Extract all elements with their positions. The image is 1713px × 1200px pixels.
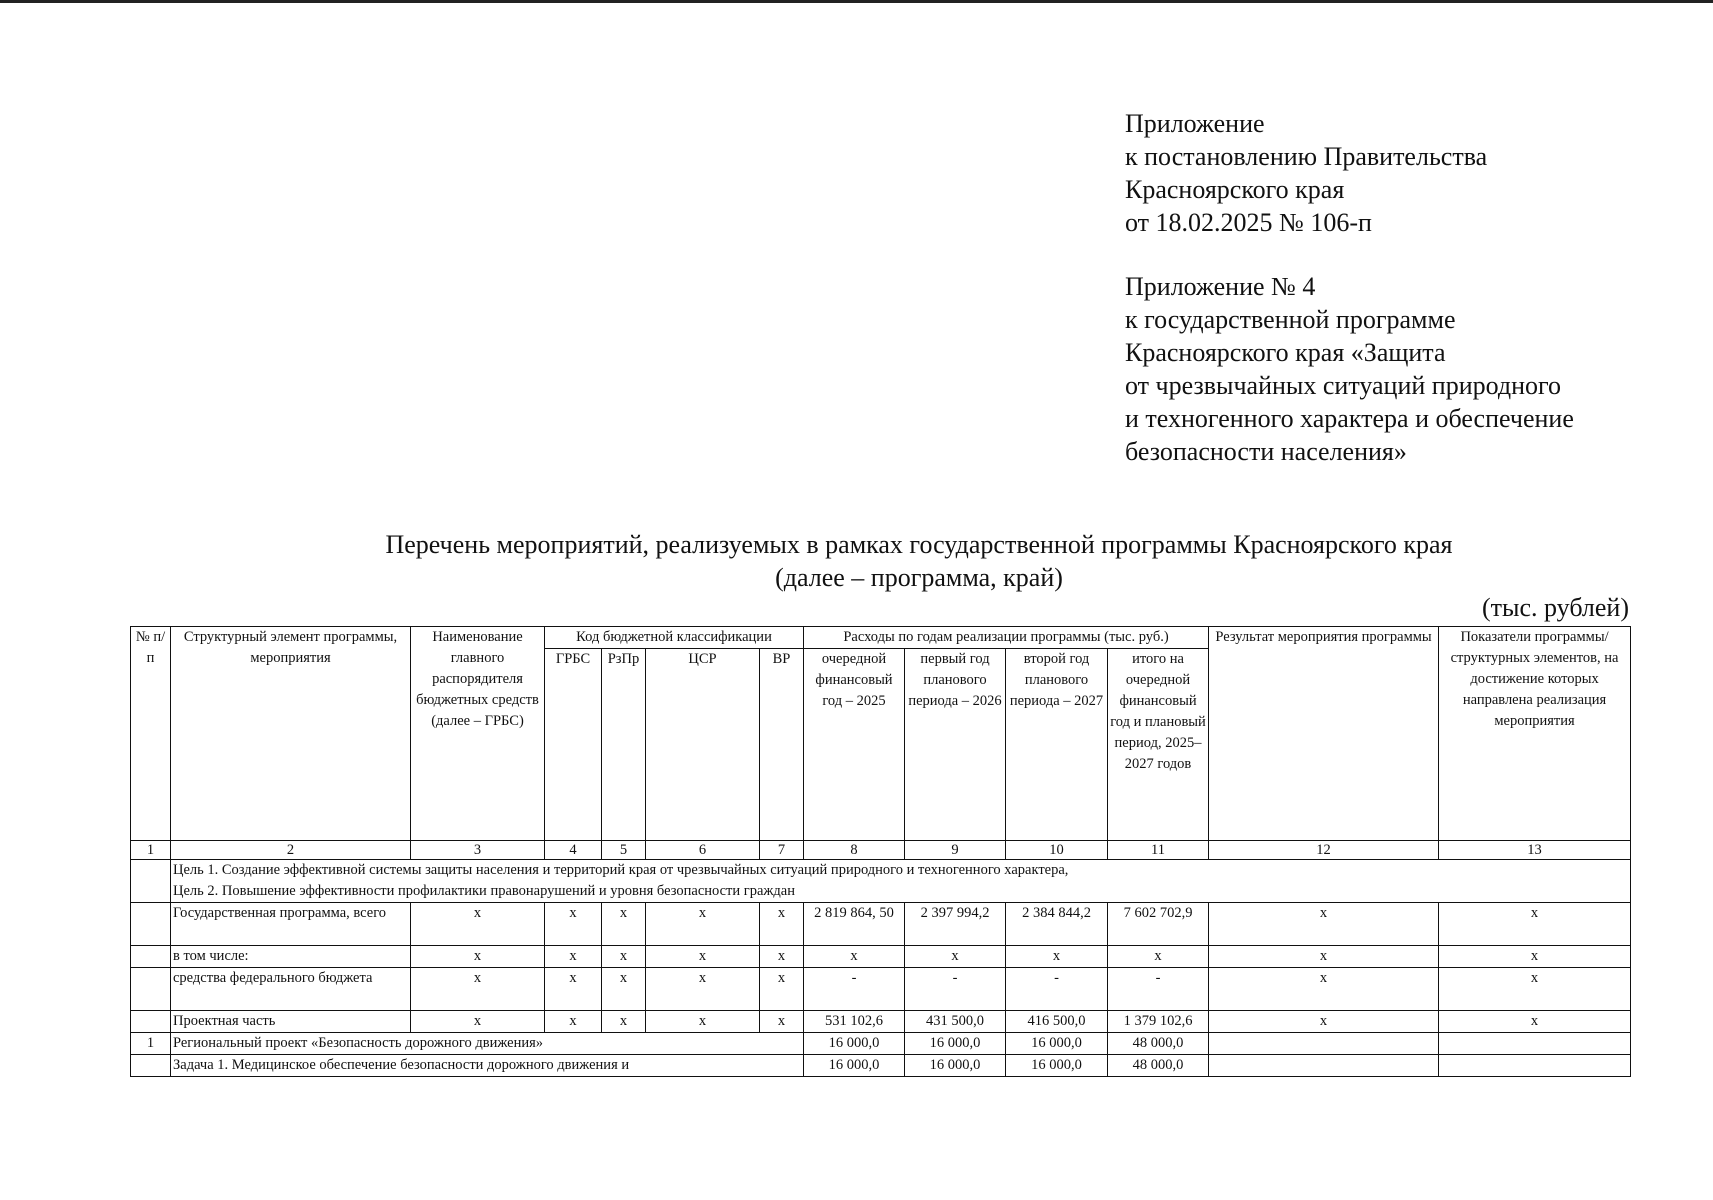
header-rzpr: РзПр [602, 649, 646, 841]
goals-cell [171, 860, 1631, 903]
row-rzpr: х [602, 903, 646, 946]
row-no [131, 903, 171, 946]
column-number: 5 [602, 841, 646, 860]
document-title [0, 528, 1713, 594]
row-csr: х [646, 903, 760, 946]
row-indicators: х [1439, 1011, 1631, 1033]
column-number: 2 [171, 841, 411, 860]
row-rzpr: х [602, 946, 646, 968]
row-2025: - [804, 968, 905, 1011]
appendix-1-line: Приложение [1125, 109, 1265, 138]
unit-note: (тыс. рублей) [1481, 593, 1629, 622]
header-no: № п/п [131, 627, 171, 841]
appendix-2-line: Красноярского края «Защита [1125, 338, 1446, 367]
title-line-1: Перечень мероприятий, реализуемых в рамках государственной программы Красноярского края [385, 530, 1453, 559]
column-number: 12 [1209, 841, 1439, 860]
column-number-row [131, 841, 1631, 860]
task-result [1209, 1055, 1439, 1077]
project-name: Региональный проект «Безопасность дорожного движения» [171, 1033, 804, 1055]
column-number: 6 [646, 841, 760, 860]
project-no: 1 [131, 1033, 171, 1055]
header-budget-code: Код бюджетной классификации [545, 627, 804, 649]
project-total: 48 000,0 [1108, 1033, 1209, 1055]
row-no [131, 968, 171, 1011]
header-2027: второй год планового периода – 2027 [1006, 649, 1108, 841]
appendix-2-line: и техногенного характера и обеспечение [1125, 404, 1574, 433]
row-2026: 2 397 994,2 [905, 903, 1006, 946]
table-row [131, 903, 1631, 946]
column-number: 11 [1108, 841, 1209, 860]
project-2027: 16 000,0 [1006, 1033, 1108, 1055]
row-grbs: х [545, 946, 602, 968]
row-grbs: х [545, 1011, 602, 1033]
appendix-2-line: к государственной программе [1125, 305, 1456, 334]
row-2026: х [905, 946, 1006, 968]
row-name: средства федерального бюджета [171, 968, 411, 1011]
column-number: 8 [804, 841, 905, 860]
row-grbs-name: х [411, 1011, 545, 1033]
task-total: 48 000,0 [1108, 1055, 1209, 1077]
header-2025: очередной финансовый год – 2025 [804, 649, 905, 841]
row-indicators: х [1439, 903, 1631, 946]
row-2027: х [1006, 946, 1108, 968]
row-result: х [1209, 903, 1439, 946]
project-2026: 16 000,0 [905, 1033, 1006, 1055]
table-row [131, 1011, 1631, 1033]
header-total: итого на очередной финансовый год и плановый период, 2025–2027 годов [1108, 649, 1209, 841]
appendix-2-line: Приложение № 4 [1125, 272, 1316, 301]
appendix-1-line: к постановлению Правительства [1125, 142, 1488, 171]
goal-2: Цель 2. Повышение эффективности профилактики правонарушений и уровня безопасности граждан [173, 883, 796, 899]
row-no [131, 1011, 171, 1033]
header-element: Структурный элемент программы, мероприятия [171, 627, 411, 841]
goal-1: Цель 1. Создание эффективной системы защиты населения и территорий края от чрезвычайных ситуаций природного и техногенного характера, [173, 862, 1069, 878]
appendix-header-1 [1125, 107, 1487, 239]
row-result: х [1209, 1011, 1439, 1033]
top-border-line [0, 0, 1713, 3]
row-result: х [1209, 946, 1439, 968]
row-2027: 416 500,0 [1006, 1011, 1108, 1033]
row-2027: - [1006, 968, 1108, 1011]
row-rzpr: х [602, 968, 646, 1011]
column-number: 1 [131, 841, 171, 860]
row-csr: х [646, 1011, 760, 1033]
appendix-header-2 [1125, 270, 1574, 468]
header-grbs-name: Наименование главного распорядителя бюджетных средств (далее – ГРБС) [411, 627, 545, 841]
header-2026: первый год планового периода – 2026 [905, 649, 1006, 841]
row-grbs-name: х [411, 968, 545, 1011]
task-2025: 16 000,0 [804, 1055, 905, 1077]
task-name: Задача 1. Медицинское обеспечение безопасности дорожного движения и [171, 1055, 804, 1077]
row-no [131, 946, 171, 968]
appendix-2-line: безопасности населения» [1125, 437, 1407, 466]
row-vr: х [760, 903, 804, 946]
row-total: 1 379 102,6 [1108, 1011, 1209, 1033]
row-grbs-name: х [411, 903, 545, 946]
column-number: 13 [1439, 841, 1631, 860]
task-no [131, 1055, 171, 1077]
task-2027: 16 000,0 [1006, 1055, 1108, 1077]
row-total: - [1108, 968, 1209, 1011]
appendix-1-line: от 18.02.2025 № 106-п [1125, 208, 1372, 237]
row-grbs: х [545, 903, 602, 946]
header-indicators: Показатели программы/ структурных элементов, на достижение которых направлена реализация мероприятия [1439, 627, 1631, 841]
project-indicators [1439, 1033, 1631, 1055]
header-expenses: Расходы по годам реализации программы (тыс. руб.) [804, 627, 1209, 649]
row-rzpr: х [602, 1011, 646, 1033]
row-2025: х [804, 946, 905, 968]
row-grbs-name: х [411, 946, 545, 968]
goals-empty-cell [131, 860, 171, 903]
project-2025: 16 000,0 [804, 1033, 905, 1055]
row-name: Государственная программа, всего [171, 903, 411, 946]
column-number: 9 [905, 841, 1006, 860]
row-name: в том числе: [171, 946, 411, 968]
column-number: 4 [545, 841, 602, 860]
row-name: Проектная часть [171, 1011, 411, 1033]
table-row [131, 946, 1631, 968]
column-number: 3 [411, 841, 545, 860]
task-indicators [1439, 1055, 1631, 1077]
task-row [131, 1055, 1631, 1077]
measures-table [130, 626, 1631, 1077]
row-csr: х [646, 968, 760, 1011]
row-2026: - [905, 968, 1006, 1011]
row-result: х [1209, 968, 1439, 1011]
header-result: Результат мероприятия программы [1209, 627, 1439, 841]
row-grbs: х [545, 968, 602, 1011]
column-number: 7 [760, 841, 804, 860]
goals-row [131, 860, 1631, 903]
row-2027: 2 384 844,2 [1006, 903, 1108, 946]
title-line-2: (далее – программа, край) [775, 563, 1063, 592]
column-number: 10 [1006, 841, 1108, 860]
row-csr: х [646, 946, 760, 968]
row-indicators: х [1439, 968, 1631, 1011]
row-vr: х [760, 968, 804, 1011]
appendix-2-line: от чрезвычайных ситуаций природного [1125, 371, 1562, 400]
header-row-1 [131, 627, 1631, 649]
row-total: 7 602 702,9 [1108, 903, 1209, 946]
row-indicators: х [1439, 946, 1631, 968]
row-total: х [1108, 946, 1209, 968]
row-vr: х [760, 946, 804, 968]
row-2025: 531 102,6 [804, 1011, 905, 1033]
header-grbs: ГРБС [545, 649, 602, 841]
appendix-1-line: Красноярского края [1125, 175, 1345, 204]
row-vr: х [760, 1011, 804, 1033]
table-row [131, 968, 1631, 1011]
row-2025: 2 819 864, 50 [804, 903, 905, 946]
project-row [131, 1033, 1631, 1055]
task-2026: 16 000,0 [905, 1055, 1006, 1077]
project-result [1209, 1033, 1439, 1055]
header-csr: ЦСР [646, 649, 760, 841]
row-2026: 431 500,0 [905, 1011, 1006, 1033]
header-vr: ВР [760, 649, 804, 841]
